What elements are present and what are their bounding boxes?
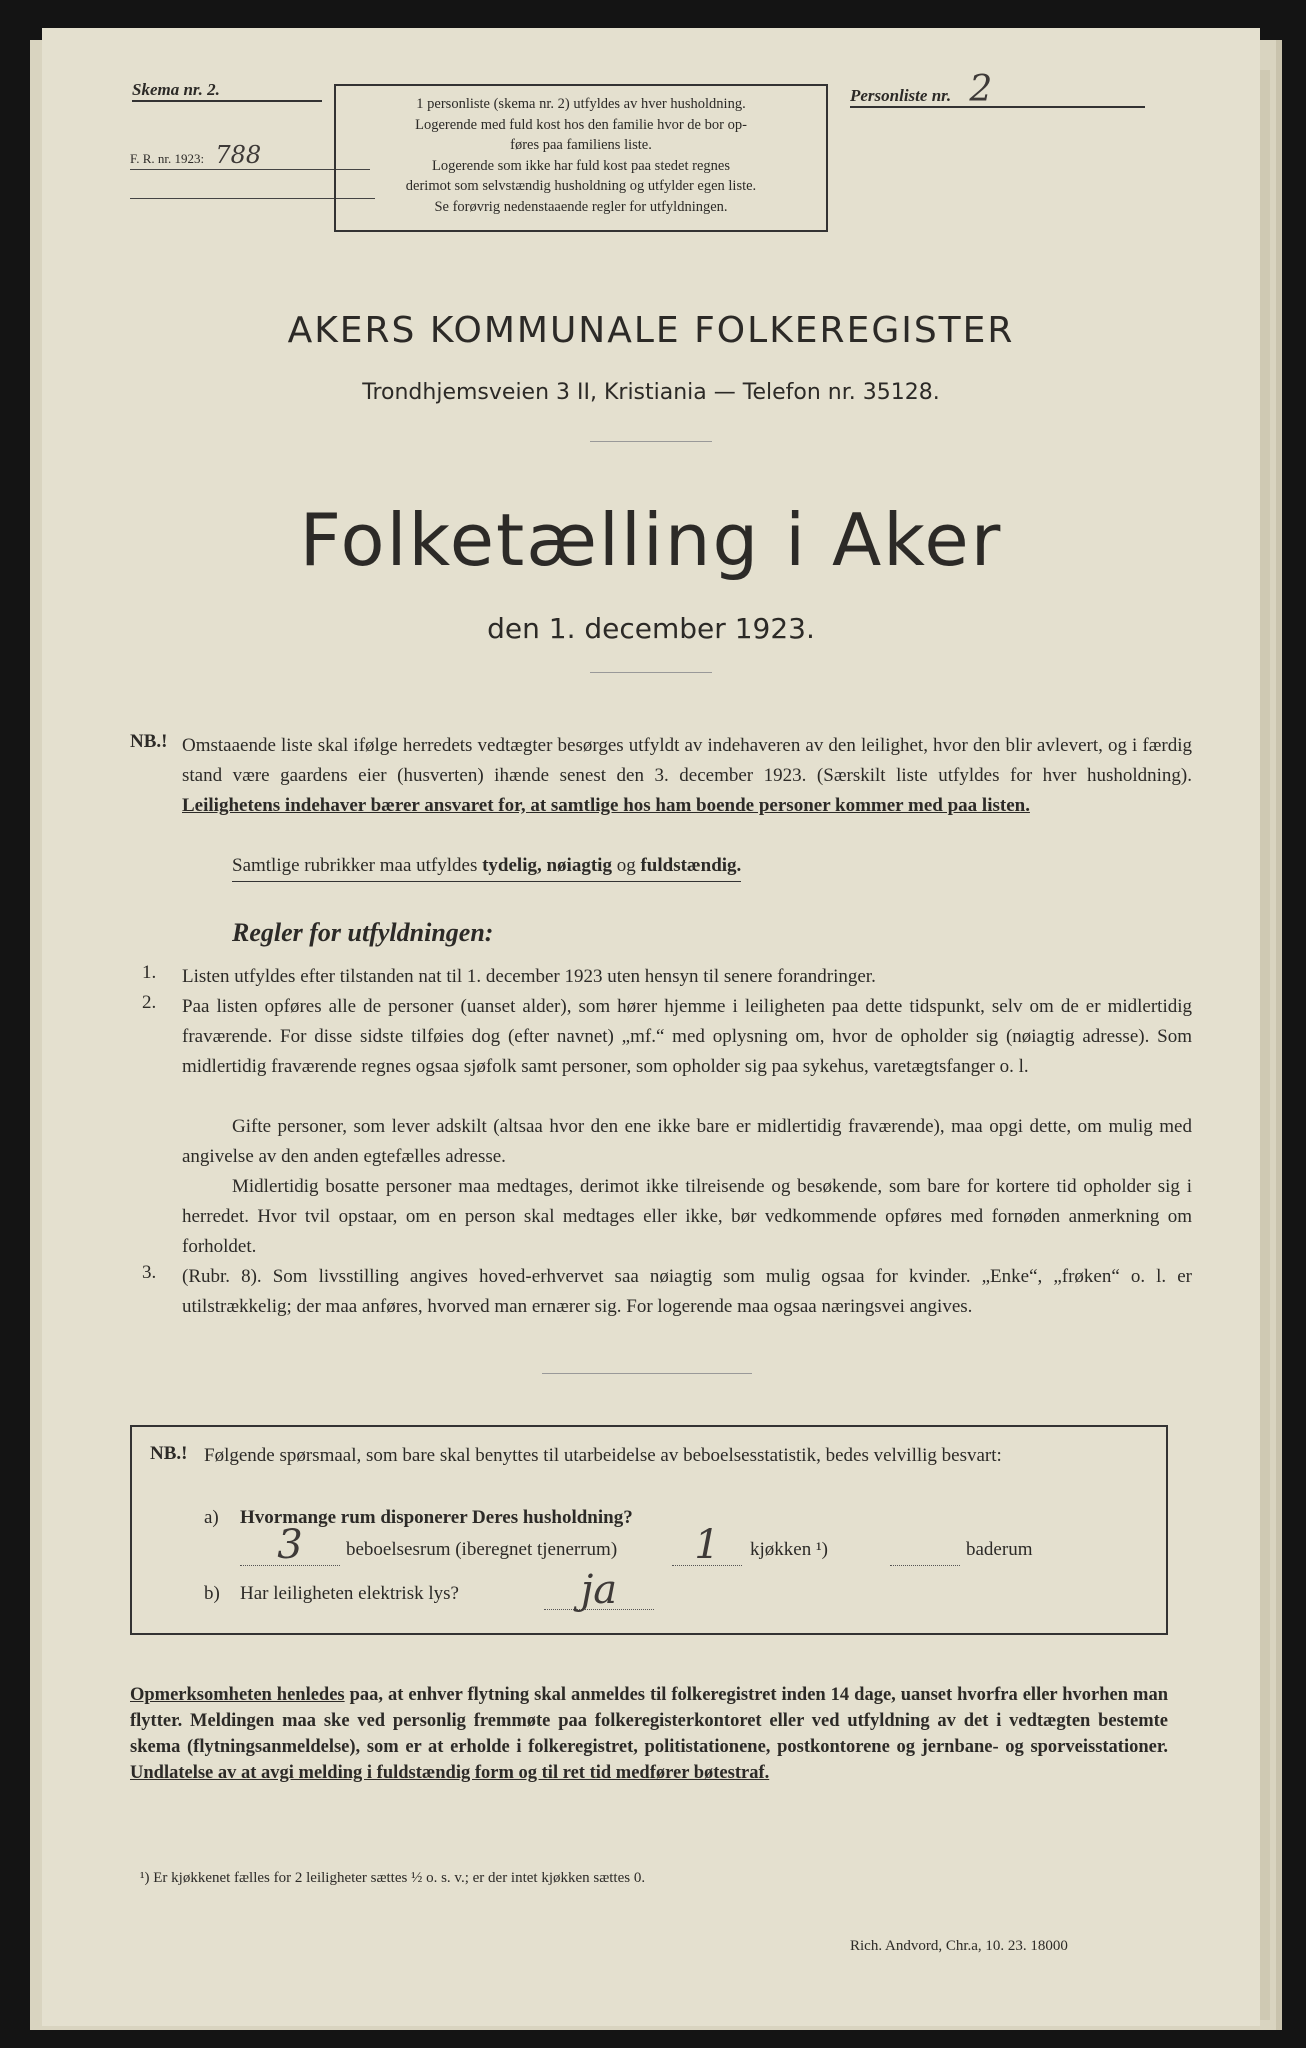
kitchen-value: 1 [694, 1522, 720, 1568]
notice-line: føres paa familiens liste. [510, 137, 652, 153]
rule-1: Listen utfyldes efter tilstanden nat til 1. december 1923 uten hensyn til senere forandringer. [182, 966, 876, 987]
nb-instructions-bold: fuldstændig. [640, 855, 742, 876]
kitchen-label: kjøkken ¹) [750, 1539, 828, 1560]
notice-line: Logerende med fuld kost hos den familie hvor de bor op- [415, 116, 747, 133]
rule-2-married: Gifte personer, som lever adskilt (altsaa hvor den ene ikke bare er midlertidig fraværende), maa opgi dette, om mulig med angivelse av den anden egtefælles adresse. [182, 1116, 1192, 1167]
fr-value: 788 [215, 141, 262, 169]
address-line: Trondhjemsveien 3 II, Kristiania — Telefon nr. 35128. [362, 380, 940, 405]
moving-notice-lead: Opmerksomheten henledes [130, 1685, 345, 1705]
rule-number: 3. [142, 1262, 157, 1283]
notice-line: derimot som selvstændig husholdning og utfylder egen liste. [405, 178, 757, 194]
notice-line: Logerende som ikke har fuld kost paa stedet regnes [432, 157, 730, 174]
bath-label: baderum [966, 1539, 1033, 1560]
box-intro: Følgende spørsmaal, som bare skal benyttes til utarbeidelse av beboelsesstatistik, bedes velvillig besvart: [204, 1445, 1002, 1466]
rooms-value: 3 [277, 1522, 303, 1568]
rule-number: 2. [142, 992, 157, 1013]
page-title: Folketælling i Aker [299, 498, 1003, 582]
rules-heading: Regler for utfyldningen: [232, 918, 494, 947]
electric-light-field[interactable] [544, 1567, 654, 1613]
kitchen-field[interactable] [672, 1522, 742, 1568]
question-a-label: a) [204, 1507, 219, 1528]
bath-field[interactable] [890, 1535, 960, 1566]
box-nb-label: NB.! [150, 1443, 188, 1464]
electric-light-value: ja [580, 1567, 618, 1613]
question-a: Hvormange rum disponerer Deres husholdning? [240, 1507, 633, 1528]
question-b-label: b) [204, 1583, 220, 1604]
rule-2-temporary: Midlertidig bosatte personer maa medtages, derimot ikke tilreisende og besøkende, som bare for kortere tid opholder sig i herredet. Hvor tvil opstaar, om en person skal medtages eller ikke, bør vedkommende opføres med fornøden anmerkning om forholdet. [182, 1176, 1192, 1257]
divider [542, 1373, 752, 1374]
rule-number: 1. [142, 962, 157, 983]
personliste-line [850, 69, 1145, 110]
nb-text: Omstaaende liste skal ifølge herredets vedtægter besørges utfyldt av indehaveren av den leilighet, hvor den blir avlevert, og i færdig stand være gaardens eier (husverten) ihænde senest den 3. december 1923. (Særskilt liste utfyldes for hver husholdning). [182, 735, 1192, 786]
nb-instructions-text: Samtlige rubrikker maa utfyldes [232, 855, 483, 876]
personliste-label: Personliste nr. [850, 86, 952, 105]
nb-responsibility: Leilighetens indehaver bærer ansvaret for, at samtlige hos ham boende personer kommer med paa listen. [182, 795, 1030, 816]
moving-notice [130, 1682, 1168, 1786]
rooms-label: beboelsesrum (iberegnet tjenerrum) [346, 1539, 618, 1560]
rooms-field[interactable] [240, 1522, 340, 1568]
nb-instructions-text: og [611, 855, 641, 876]
census-date: den 1. december 1923. [487, 612, 815, 645]
housing-statistics-box [130, 1425, 1168, 1635]
rule-3: (Rubr. 8). Som livsstilling angives hoved-erhvervet saa nøiagtig som mulig ogsaa for kvinder. „Enke“, „frøken“ o. l. er utilstrækkelig; der maa anføres, hvorved man ernærer sig. For logerende maa ogsaa næringsvei angives. [182, 1266, 1192, 1317]
nb-instructions-bold: tydelig, nøiagtig [482, 855, 612, 876]
fr-label: F. R. nr. 1923: [130, 151, 205, 166]
printer-imprint: Rich. Andvord, Chr.a, 10. 23. 18000 [850, 1938, 1068, 1954]
household-notice-box [334, 84, 828, 232]
question-b [240, 1579, 459, 1609]
divider [590, 441, 712, 442]
moving-notice-text: paa, at enhver flytning skal anmeldes til folkeregistret inden 14 dage, uanset hvorfra eller hvorhen man flytter. Meldingen maa ske ved personlig fremmøte paa folkeregisterkontoret eller ved utfyldning av det i vedtægten bestemte skema (flytningsanmeldelse), som er at erholde i folkeregistret, politistationene, postkontorene og jernbane- og sporveisstationer. [130, 1685, 1168, 1757]
notice-line: 1 personliste (skema nr. 2) utfyldes av hver husholdning. [416, 96, 746, 112]
skema-number: Skema nr. 2. [132, 80, 322, 102]
question-b-text: Har leiligheten elektrisk lys? [240, 1583, 459, 1604]
organization-heading: AKERS KOMMUNALE FOLKEREGISTER [287, 310, 1015, 351]
census-form-page [42, 28, 1260, 2026]
personliste-value: 2 [969, 69, 993, 110]
kitchen-footnote: ¹) Er kjøkkenet fælles for 2 leiligheter sættes ½ o. s. v.; er der intet kjøkken sættes 0. [140, 1870, 646, 1886]
rule-2: Paa listen opføres alle de personer (uanset alder), som hører hjemme i leiligheten paa dette tidspunkt, selv om de er midlertidig fraværende. For disse sidste tilføies dog (efter navnet) „mf.“ med oplysning om, hvor de opholder sig (nøiagtig adresse). Som midlertidig fraværende regnes ogsaa sjøfolk samt personer, som opholder sig paa sykehus, varetægtsfanger o. l. [182, 996, 1192, 1077]
nb-paragraph [182, 731, 1192, 821]
nb-label: NB.! [130, 731, 168, 752]
divider [590, 672, 712, 673]
notice-line: Se forøvrig nedenstaaende regler for utfyldningen. [434, 198, 728, 215]
nb-instructions [232, 851, 741, 882]
moving-notice-penalty: Undlatelse av at avgi melding i fuldstændig form og til ret tid medfører bøtestraf. [130, 1763, 770, 1783]
